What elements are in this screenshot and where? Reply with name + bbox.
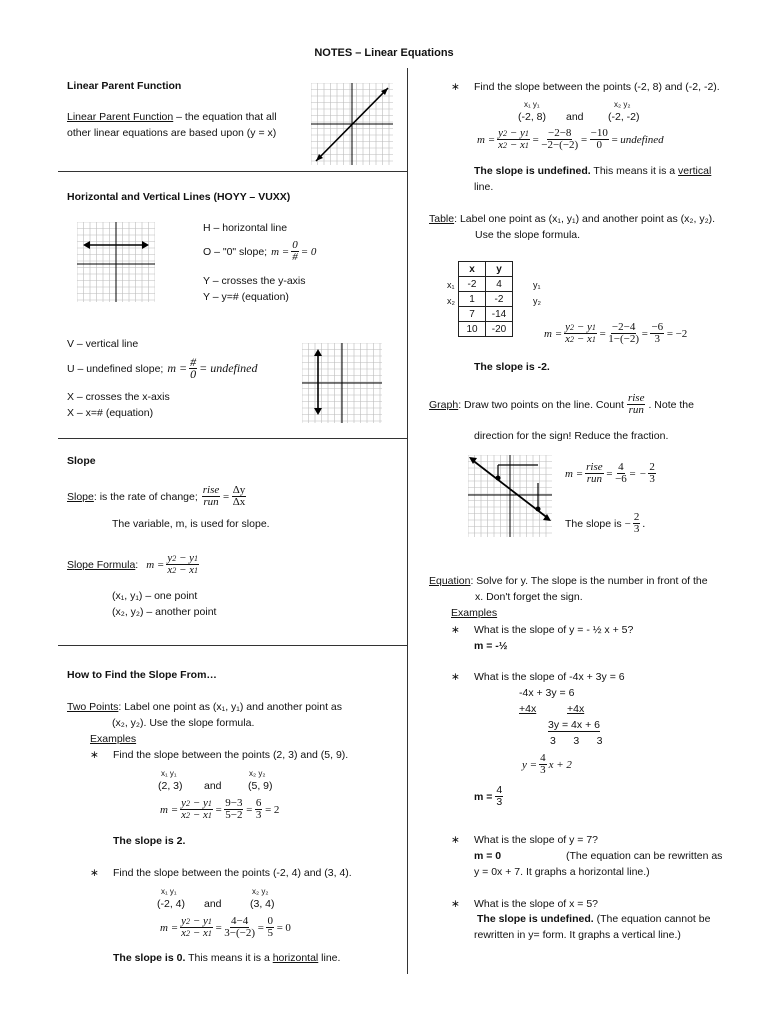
text: : Solve for y. The slope is the number in front of the — [470, 575, 708, 587]
hoyy-y1: Y – crosses the y-axis — [203, 275, 306, 287]
parent-function-graph — [311, 83, 393, 165]
text: This means it is a — [593, 165, 676, 177]
parent-definition — [67, 111, 277, 123]
text: . Note the — [648, 398, 694, 411]
text: x + 2 — [548, 758, 572, 771]
example-1-point-1: (2, 3) — [158, 780, 183, 792]
zero-slope-equation: m = $\frac{0}{\#}$ = 0 — [271, 239, 317, 263]
point-2-note: (x₂, y₂) – another point — [112, 606, 217, 618]
eq-example-3-answer: m = 0 — [474, 850, 502, 862]
denominator: −2−(−2) — [541, 139, 579, 151]
rise-run-equation: $\frac{\text{rise}}{\text{run}}$ = $\frac{\Delta y}{\Delta x}$ — [202, 484, 246, 508]
rise-run — [627, 393, 646, 416]
bullet: ∗ — [451, 624, 460, 636]
example-1-question: Find the slope between the points (2, 3) and (5, 9). — [113, 749, 349, 761]
numerator: 2 — [633, 511, 640, 523]
eq-example-4-note-2: rewritten in y= form. It graphs a vertical line.) — [474, 929, 681, 941]
text: This means it is a — [188, 952, 270, 964]
eq-example-3-note-2: y = 0x + 7. It graphs a horizontal line.) — [474, 866, 650, 878]
section-heading: Linear Parent Function — [67, 80, 182, 92]
label-x1y1: x₁ y₁ — [161, 887, 177, 896]
cell: -2 — [486, 292, 513, 307]
eq-example-2-answer — [474, 785, 503, 808]
result: 2 — [273, 803, 280, 816]
table-row — [459, 292, 513, 307]
section-heading: How to Find the Slope From… — [67, 669, 217, 681]
hoyy-x1: X – crosses the x-axis — [67, 391, 170, 403]
result: 0 — [285, 921, 291, 934]
text: – the equation that all — [173, 111, 277, 123]
hoyy-y2: Y – y=# (equation) — [203, 291, 289, 303]
text: : Label one point as (x₁, y₁) and another point as (x₂, y₂). — [454, 213, 716, 225]
denominator: 3 — [649, 473, 655, 485]
graph-equation: m = $\frac{\text{rise}}{\text{run}}$ = $\frac{4}{-6}$ = − $\frac{2}{3}$ — [565, 461, 655, 485]
two-points-desc-2: (x₂, y₂). Use the slope formula. — [112, 717, 255, 729]
text: : is the rate of change; — [93, 490, 198, 503]
eq-step-2a: +4x — [519, 703, 537, 715]
bullet: ∗ — [451, 81, 460, 93]
graph-answer — [565, 512, 645, 535]
example-3-question: Find the slope between the points (-2, 8) and (-2, -2). — [474, 81, 720, 93]
term: Equation — [429, 575, 471, 587]
page-title: NOTES – Linear Equations — [314, 47, 454, 59]
label-y1: y₁ — [533, 280, 541, 290]
and-text: and — [204, 780, 222, 792]
denominator: 3 — [496, 796, 503, 808]
xy-table — [458, 261, 513, 337]
term: Two Points — [67, 701, 119, 713]
answer: The slope is 0. — [113, 952, 186, 964]
table-answer: The slope is -2. — [474, 361, 550, 373]
eq-example-4-answer — [477, 913, 710, 925]
section-divider — [58, 438, 407, 439]
label-x2y2: x₂ y₂ — [249, 769, 266, 778]
numerator: 9−3 — [225, 797, 243, 809]
example-2-point-1: (-2, 4) — [157, 898, 186, 910]
rise: rise — [627, 392, 645, 404]
denominator: 5−2 — [225, 809, 243, 821]
eq-example-1-question: What is the slope of y = - ½ x + 5? — [474, 624, 634, 636]
label-x1: x₁ — [447, 280, 455, 290]
denominator: 3 — [633, 523, 640, 535]
cell: -2 — [459, 277, 486, 292]
label-x1y1: x₁ y₁ — [161, 769, 177, 778]
label-x2: x₂ — [447, 296, 455, 306]
text: : Draw two points on the line. Count — [458, 398, 624, 411]
numerator: 4−4 — [231, 915, 249, 927]
undefined-slope-equation: m = $\frac{\#}{0}$ = undefined — [167, 355, 258, 381]
cell: 7 — [459, 307, 486, 322]
slope-variable-note: The variable, m, is used for slope. — [112, 518, 270, 530]
example-3-answer — [474, 165, 711, 177]
denominator: 0 — [596, 139, 602, 151]
table-row — [459, 322, 513, 337]
text: m = — [474, 790, 493, 803]
hoyy-x2: X – x=# (equation) — [67, 407, 154, 419]
eq-example-1-answer: m = -½ — [474, 640, 508, 652]
numerator: −2−4 — [611, 321, 636, 333]
hoyy-h: H – horizontal line — [203, 222, 288, 234]
cell: -14 — [486, 307, 513, 322]
eq-step-4: 3 3 3 — [550, 735, 603, 747]
answer: The slope is undefined. — [474, 165, 591, 177]
graph-desc — [429, 393, 694, 416]
numerator: 4 — [618, 461, 624, 473]
numerator: −6 — [651, 321, 664, 333]
bullet: ∗ — [90, 749, 99, 761]
label-y2: y₂ — [533, 296, 541, 306]
table-row — [459, 307, 513, 322]
text: O – "0" slope; — [203, 245, 268, 258]
cell: -20 — [486, 322, 513, 337]
table-equation: m = $\frac{y2 - y1}{x2 - x1}$ = $\frac{-2-4}{1-(-2)}$ = $\frac{-6}{3}$ = −2 — [544, 321, 688, 345]
result: −2 — [675, 327, 688, 340]
term: Slope Formula — [67, 558, 136, 571]
text: horizontal — [272, 952, 319, 964]
example-3-answer-2: line. — [474, 181, 494, 193]
bullet: ∗ — [90, 867, 99, 879]
term: Graph — [429, 398, 459, 411]
term: Linear Parent Function — [67, 111, 174, 123]
equation-desc-2: x. Don't forget the sign. — [475, 591, 583, 603]
header-y: y — [486, 262, 513, 277]
slope-definition — [67, 485, 246, 508]
section-heading: Horizontal and Vertical Lines (HOYY – VUXX) — [67, 191, 291, 203]
numerator: 0 — [267, 915, 273, 927]
label-x1y1: x₁ y₁ — [524, 100, 540, 109]
vertical-line-graph — [302, 343, 382, 423]
cell: 4 — [486, 277, 513, 292]
numerator: 4 — [496, 784, 503, 796]
hoyy-u — [67, 357, 258, 380]
denominator: 1−(−2) — [608, 333, 639, 345]
term: Table — [429, 213, 455, 225]
example-1-equation: m = $\frac{y2 - y1}{x2 - x1}$ = $\frac{9-3}{5-2}$ = $\frac{6}{3}$ = 2 — [160, 797, 280, 821]
text: U – undefined slope; — [67, 362, 164, 375]
graph-answer-fraction: − $\frac{2}{3}$ . — [624, 511, 646, 535]
cell: 10 — [459, 322, 486, 337]
rise: rise — [202, 484, 220, 496]
example-3-point-2: (-2, -2) — [608, 111, 640, 123]
label-x2y2: x₂ y₂ — [252, 887, 269, 896]
eq-step-3: 3y = 4x + 6 — [548, 719, 600, 731]
run: run — [628, 404, 644, 416]
text: line. — [321, 952, 341, 964]
numerator: 2 — [649, 461, 655, 473]
graph-desc-2: direction for the sign! Reduce the fraction. — [474, 430, 669, 442]
numerator: 6 — [255, 797, 262, 809]
numerator: −10 — [590, 127, 608, 139]
equation-desc — [429, 575, 708, 587]
example-2-question: Find the slope between the points (-2, 4) and (3, 4). — [113, 867, 352, 879]
example-3-point-1: (-2, 8) — [518, 111, 547, 123]
eq-step-2b: +4x — [567, 703, 585, 715]
cell: 1 — [459, 292, 486, 307]
example-3-equation: m = $\frac{y2 - y1}{x2 - x1}$ = $\frac{-2-8}{-2-(-2)}$ = $\frac{-10}{0}$ = undefined — [477, 127, 664, 151]
hoyy-v: V – vertical line — [67, 338, 139, 350]
hoyy-o — [203, 240, 316, 263]
delta-y: Δy — [232, 484, 246, 496]
table-desc — [429, 213, 715, 225]
denominator: 3 — [654, 333, 661, 345]
result: undefined — [620, 133, 664, 146]
denominator: 3 — [540, 764, 546, 776]
eq-example-2-question: What is the slope of -4x + 3y = 6 — [474, 671, 625, 683]
rise: rise — [586, 461, 603, 473]
term: Slope — [67, 490, 94, 503]
denominator: 3 — [255, 809, 262, 821]
section-heading: Slope — [67, 455, 96, 467]
example-2-point-2: (3, 4) — [250, 898, 275, 910]
eq-example-3-question: What is the slope of y = 7? — [474, 834, 599, 846]
eq-step-1: -4x + 3y = 6 — [519, 687, 575, 699]
point-1-note: (x₁, y₁) – one point — [112, 590, 198, 602]
eq-example-3-note: (The equation can be rewritten as — [566, 850, 723, 862]
table-header-row — [459, 262, 513, 277]
and-text: and — [204, 898, 222, 910]
graph-example — [468, 455, 552, 537]
header-x: x — [459, 262, 486, 277]
slope-formula-equation: m = $\frac{y2 - y1}{x2 - x1}$ — [146, 552, 199, 576]
delta-x: Δx — [232, 496, 246, 508]
bullet: ∗ — [451, 834, 460, 846]
and-text: and — [566, 111, 584, 123]
examples-label: Examples — [90, 733, 137, 745]
table-row — [459, 277, 513, 292]
text: vertical — [678, 165, 712, 177]
text: The slope is — [565, 517, 622, 530]
parent-definition-2: other linear equations are based upon (y = x) — [67, 127, 277, 139]
text: : Label one point as (x₁, y₁) and another point as — [118, 701, 343, 713]
table-desc-2: Use the slope formula. — [475, 229, 581, 241]
numerator: −2−8 — [548, 127, 572, 139]
column-divider — [407, 68, 408, 974]
eq-example-4-question: What is the slope of x = 5? — [474, 898, 599, 910]
section-divider — [58, 171, 407, 172]
example-1-point-2: (5, 9) — [248, 780, 273, 792]
example-2-equation: m = $\frac{y2 - y1}{x2 - x1}$ = $\frac{4-4}{3-(-2)}$ = $\frac{0}{5}$ = 0 — [160, 915, 291, 939]
denominator: 3−(−2) — [224, 927, 255, 939]
run: run — [203, 496, 219, 508]
example-1-answer: The slope is 2. — [113, 835, 186, 847]
text: (The equation cannot be — [596, 913, 711, 925]
examples-label: Examples — [451, 607, 498, 619]
label-x2y2: x₂ y₂ — [614, 100, 631, 109]
two-points-desc — [67, 701, 342, 713]
horizontal-line-graph — [77, 222, 155, 302]
slope-formula: Slope Formula: m = $\frac{y2 - y1}{x2 - x1}$ — [67, 552, 199, 576]
numerator: 4 — [540, 752, 546, 764]
example-2-answer — [113, 952, 340, 964]
bullet: ∗ — [451, 898, 460, 910]
run: run — [586, 473, 603, 485]
section-divider — [58, 645, 407, 646]
bullet: ∗ — [451, 671, 460, 683]
denominator: −6 — [615, 473, 627, 485]
answer: The slope is undefined. — [477, 913, 594, 925]
denominator: 5 — [267, 927, 273, 939]
eq-step-5: y = $\frac{4}{3}$ x + 2 — [522, 752, 572, 776]
